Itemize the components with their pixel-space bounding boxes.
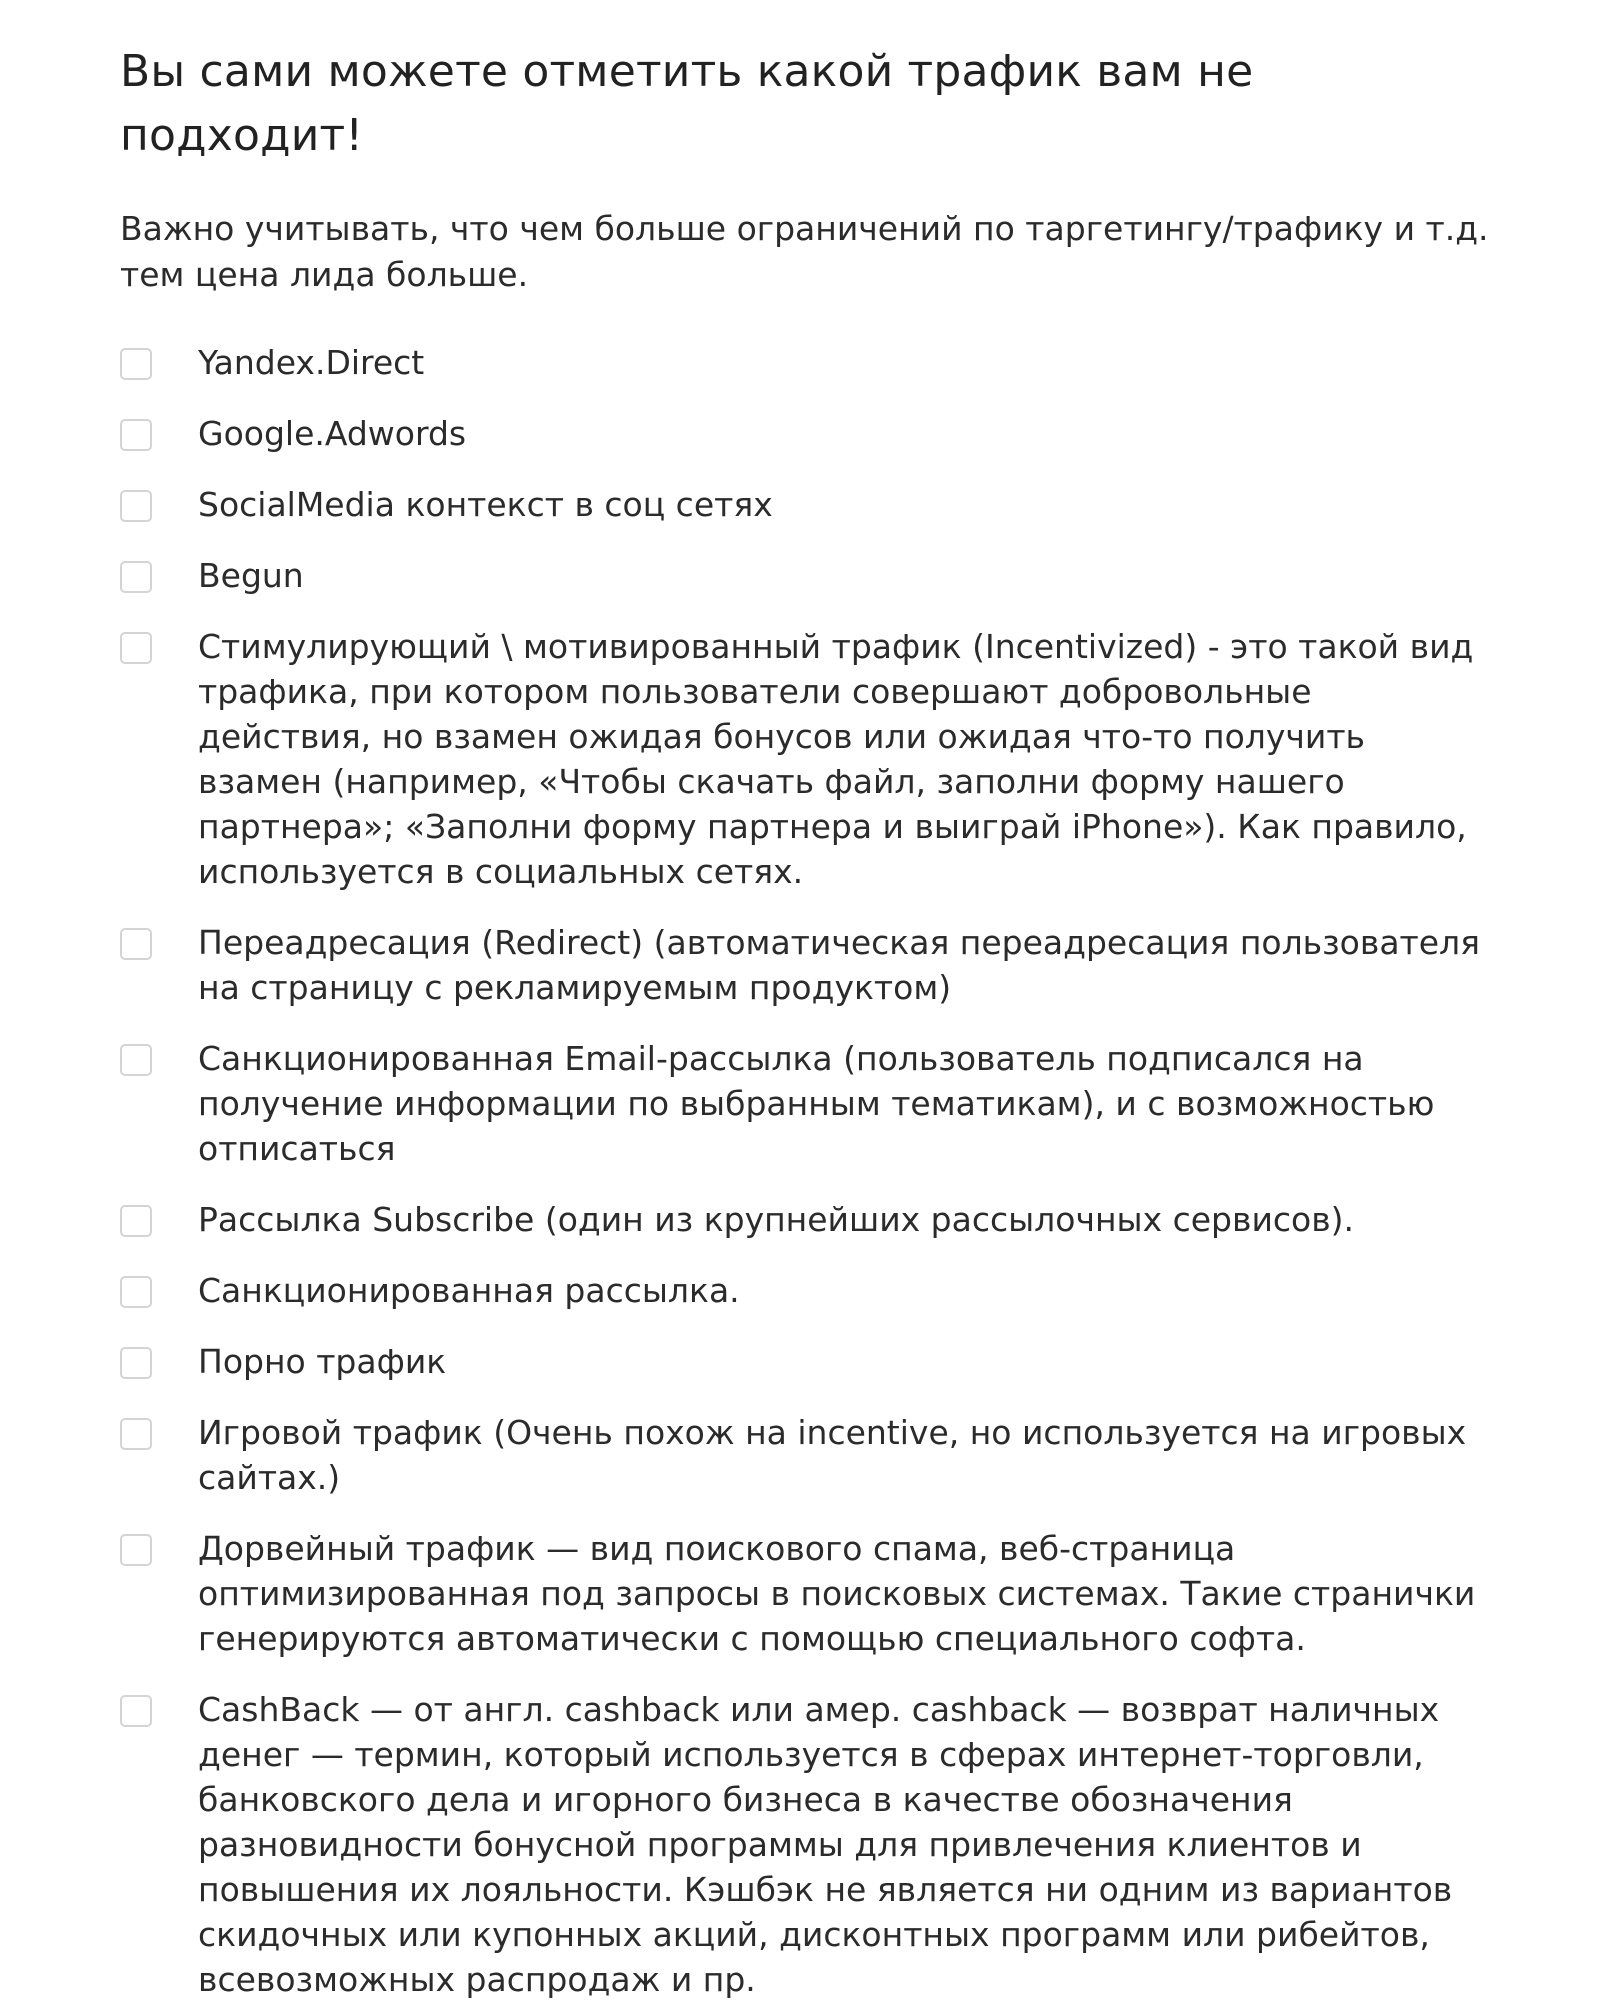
- page-subtitle: Важно учитывать, что чем больше ограничений по таргетингу/трафику и т.д. тем цена лида больше.: [120, 209, 1489, 294]
- checkbox[interactable]: [120, 928, 152, 960]
- option-label: Рассылка Subscribe (один из крупнейших рассылочных сервисов).: [198, 1200, 1355, 1239]
- checkbox[interactable]: [120, 632, 152, 664]
- option-label: Дорвейный трафик — вид поискового спама, веб-страница оптимизированная под запросы в поисковых системах. Такие странички генерируются автоматически с помощью специального софта.: [198, 1529, 1476, 1658]
- option-yandex-direct[interactable]: [120, 340, 1490, 385]
- option-incentivized[interactable]: [120, 624, 1490, 894]
- checkbox[interactable]: [120, 348, 152, 380]
- checkbox[interactable]: [120, 419, 152, 451]
- checkbox[interactable]: [120, 1205, 152, 1237]
- option-label: Порно трафик: [198, 1342, 447, 1381]
- checkbox[interactable]: [120, 1418, 152, 1450]
- checkbox[interactable]: [120, 1044, 152, 1076]
- option-begun[interactable]: [120, 553, 1490, 598]
- option-sanctioned-mailing[interactable]: [120, 1268, 1490, 1313]
- option-redirect[interactable]: [120, 920, 1490, 1010]
- option-label: Begun: [198, 556, 304, 595]
- option-subscribe[interactable]: [120, 1197, 1490, 1242]
- traffic-options-list: [120, 340, 1490, 2002]
- option-email-mailing[interactable]: [120, 1036, 1490, 1171]
- page-title: Вы сами можете отметить какой трафик вам не подходит!: [120, 46, 1254, 161]
- option-label: Переадресация (Redirect) (автоматическая переадресация пользователя на страницу с рекламируемым продуктом): [198, 923, 1481, 1007]
- option-social-media[interactable]: [120, 482, 1490, 527]
- option-gaming[interactable]: [120, 1410, 1490, 1500]
- option-label: Стимулирующий \ мотивированный трафик (Incentivized) - это такой вид трафика, при котором пользователи совершают добровольные действия, но взамен ожидая бонусов или ожидая что-то получить взамен (например, «Чтобы скачать файл, заполни форму нашего партнера»; «Заполни форму партнера и выиграй iPhone»). Как правило, используется в социальных сетях.: [198, 627, 1474, 891]
- option-label: Yandex.Direct: [198, 343, 425, 382]
- checkbox[interactable]: [120, 1534, 152, 1566]
- option-label: CashBack — от англ. cashback или амер. cashback — возврат наличных денег — термин, который используется в сферах интернет-торговли, банковского дела и игорного бизнеса в качестве обозначения разновидности бонусной программы для привлечения клиентов и повышения их лояльности. Кэшбэк не является ни одним из вариантов скидочных или купонных акций, дисконтных программ или рибейтов, всевозможных распродаж и пр.: [198, 1690, 1453, 1999]
- option-doorway[interactable]: [120, 1526, 1490, 1661]
- checkbox[interactable]: [120, 1276, 152, 1308]
- option-label: Игровой трафик (Очень похож на incentive, но используется на игровых сайтах.): [198, 1413, 1467, 1497]
- option-google-adwords[interactable]: [120, 411, 1490, 456]
- checkbox[interactable]: [120, 490, 152, 522]
- option-label: Санкционированная Email-рассылка (пользователь подписался на получение информации по выбранным тематикам), и с возможностью отписаться: [198, 1039, 1435, 1168]
- option-label: Google.Adwords: [198, 414, 467, 453]
- option-cashback[interactable]: [120, 1687, 1490, 2002]
- checkbox[interactable]: [120, 1347, 152, 1379]
- checkbox[interactable]: [120, 561, 152, 593]
- option-adult[interactable]: [120, 1339, 1490, 1384]
- option-label: SocialMedia контекст в соц сетях: [198, 485, 773, 524]
- checkbox[interactable]: [120, 1695, 152, 1727]
- option-label: Санкционированная рассылка.: [198, 1271, 740, 1310]
